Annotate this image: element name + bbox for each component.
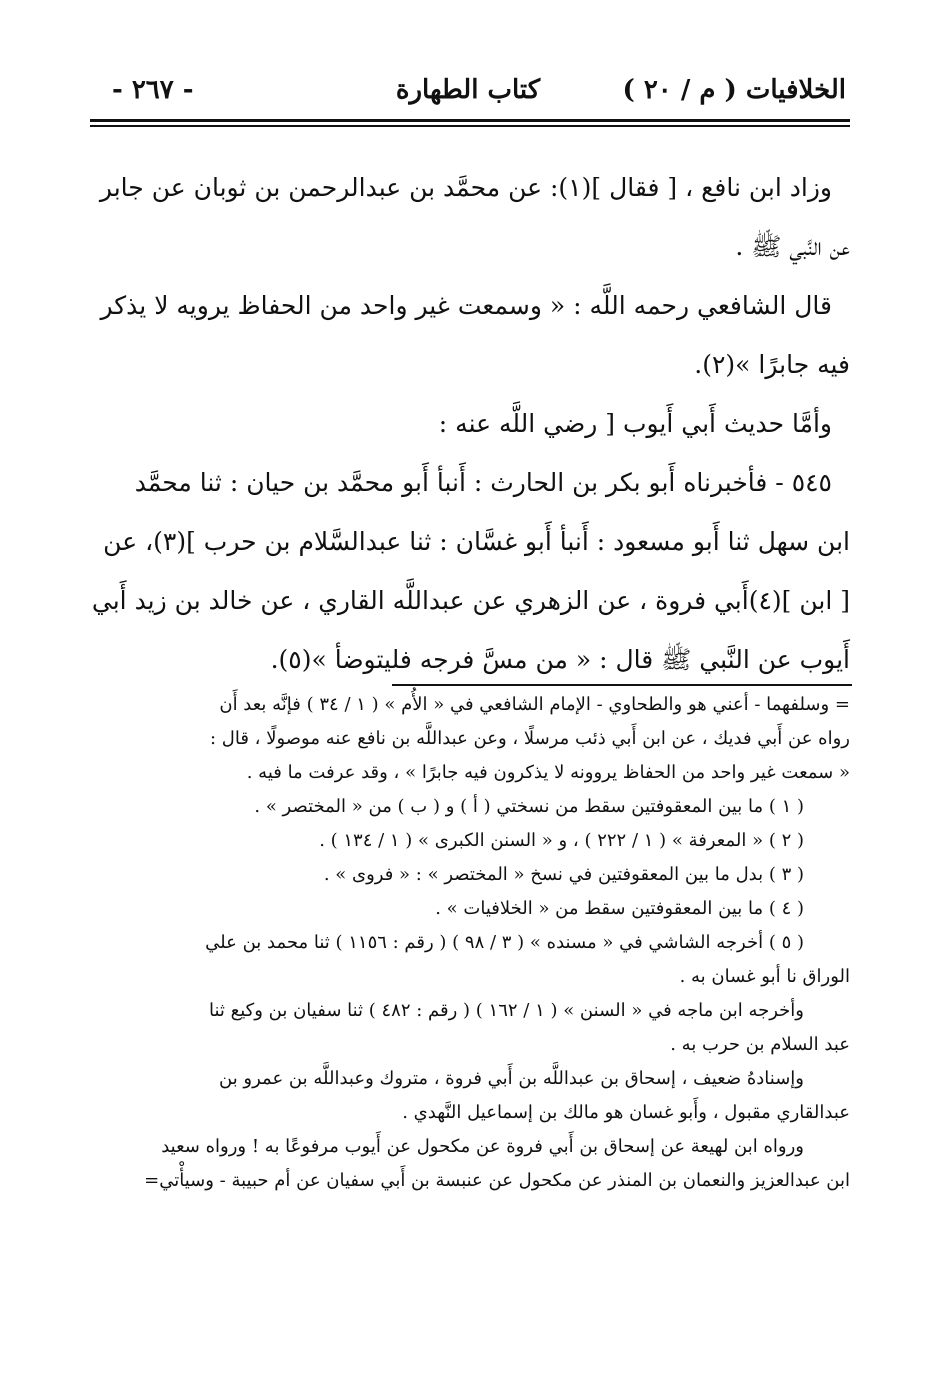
- footnote-separator: [392, 684, 852, 686]
- footnote-line: ( ٥ ) أخرجه الشاشي في « مسنده » ( ٣ / ٩٨ ) ( رقم : ١١٥٦ ) ثنا محمد بن علي: [205, 932, 804, 953]
- text-line: عن النَّبي ﷺ .: [735, 232, 850, 261]
- footnote-line: رواه عن أَبي فديك ، عن ابن أَبي ذئب مرسلًا ، وعن عبداللَّه بن نافع عنه موصولًا ، قال :: [210, 728, 850, 749]
- footnote-line: ( ٢ ) « المعرفة » ( ١ / ٢٢٢ ) ، و « السنن الكبرى » ( ١ / ١٣٤ ) .: [319, 830, 804, 851]
- text-line: وزاد ابن نافع ، [ فقال ](١): عن محمَّد بن عبدالرحمن بن ثوبان عن جابر: [99, 173, 832, 202]
- text-line: أَيوب عن النَّبي ﷺ قال : « من مسَّ فرجه فليتوضأ »(٥).: [270, 645, 850, 674]
- footnote-line: ( ١ ) ما بين المعقوفتين سقط من نسختي ( أ ) و ( ب ) من « المختصر » .: [254, 796, 804, 817]
- footnotes: [74, 688, 850, 1198]
- chapter-title: كتاب الطهارة: [395, 75, 541, 105]
- footnote-line: عبد السلام بن حرب به .: [670, 1034, 850, 1055]
- text-line: وأمَّا حديث أَبي أَيوب [ رضي اللَّه عنه :: [438, 409, 832, 438]
- running-title: الخلافيات ( م / ٢٠ ): [622, 75, 846, 105]
- footnote-line: ورواه ابن لهيعة عن إسحاق بن أَبي فروة عن مكحول عن أَيوب مرفوعًا به ! ورواه سعيد: [161, 1136, 804, 1157]
- text-line: قال الشافعي رحمه اللَّه : « وسمعت غير واحد من الحفاظ يرويه لا يذكر: [100, 291, 832, 320]
- hadith-number-line: ٥٤٥ - فأخبرناه أَبو بكر بن الحارث : أَنبأ أَبو محمَّد بن حيان : ثنا محمَّد: [134, 468, 832, 497]
- header-rule-top: [90, 119, 850, 122]
- text-line: فيه جابرًا »(٢).: [694, 350, 850, 379]
- footnote-line: « سمعت غير واحد من الحفاظ يروونه لا يذكرون فيه جابرًا » ، وقد عرفت ما فيه .: [246, 762, 850, 783]
- footnote-line: وأخرجه ابن ماجه في « السنن » ( ١ / ١٦٢ ) ( رقم : ٤٨٢ ) ثنا سفيان بن وكيع ثنا: [209, 1000, 804, 1021]
- page-header: [90, 70, 846, 114]
- footnote-line: ابن عبدالعزيز والنعمان بن المنذر عن مكحول عن عنبسة بن أَبي سفيان عن أم حبيبة - وسيأْتي=: [144, 1170, 850, 1191]
- footnote-line: ( ٣ ) بدل ما بين المعقوفتين في نسخ « المختصر » : « فروى » .: [323, 864, 804, 885]
- footnote-line: = وسلفهما - أعني هو والطحاوي - الإمام الشافعي في « الأُم » ( ١ / ٣٤ ) فإنَّه بعد أَن: [219, 694, 850, 715]
- text-line: ابن سهل ثنا أَبو مسعود : أَنبأ أَبو غسَّان : ثنا عبدالسَّلام بن حرب ](٣)، عن: [103, 527, 850, 556]
- footnote-line: عبدالقاري مقبول ، وأَبو غسان هو مالك بن إسماعيل النَّهدي .: [402, 1102, 850, 1123]
- footnote-line: الوراق نا أبو غسان به .: [679, 966, 850, 987]
- main-text: [80, 158, 850, 689]
- page-number: - ٢٦٧ -: [112, 75, 194, 105]
- footnote-line: وإسنادهُ ضعيف ، إسحاق بن عبداللَّه بن أَبي فروة ، متروك وعبداللَّه بن عمرو بن: [219, 1068, 804, 1089]
- header-rule-bottom: [90, 125, 850, 127]
- text-line: [ ابن ](٤)أَبي فروة ، عن الزهري عن عبداللَّه القاري ، عن خالد بن زيد أَبي: [91, 586, 850, 615]
- footnote-line: ( ٤ ) ما بين المعقوفتين سقط من « الخلافيات » .: [435, 898, 804, 919]
